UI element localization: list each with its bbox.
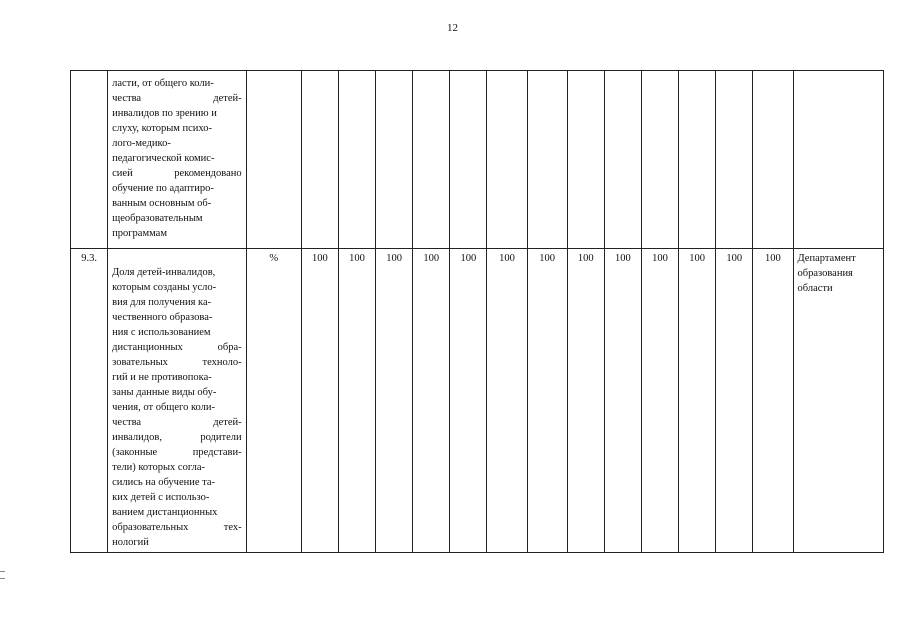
description-line: зовательных техноло- [112, 357, 242, 368]
description-line: инвалидов по зрению и [112, 108, 217, 119]
description-line: Доля детей-инвалидов, [112, 267, 216, 278]
value-cell: 100 [679, 249, 716, 553]
description-line: чения, от общего коли- [112, 402, 216, 413]
description-line: программам [112, 228, 167, 239]
description-line: ких детей с использо- [112, 492, 210, 503]
description-line: ния с использованием [112, 327, 211, 338]
value-cell: 100 [487, 249, 527, 553]
value-cell: 100 [338, 249, 375, 553]
description-line: которым созданы усло- [112, 282, 217, 293]
description-line: обучение по адаптиро- [112, 183, 214, 194]
indicator-description [108, 71, 247, 249]
value-cell: 100 [376, 249, 413, 553]
description-line: сией рекомендовано [112, 168, 242, 179]
description-line: нологий [112, 537, 149, 548]
description-line: чества детей- [112, 93, 242, 104]
value-cell: 100 [567, 249, 604, 553]
unit-cell [246, 71, 301, 249]
responsible-line: образования [797, 268, 853, 279]
description-line: ванным основным об- [112, 198, 212, 209]
description-line: сились на обучение та- [112, 477, 216, 488]
value-cell [450, 71, 487, 249]
value-cell [679, 71, 716, 249]
table-row [71, 71, 884, 249]
value-cell: 100 [450, 249, 487, 553]
description-line: лого-медико- [112, 138, 171, 149]
description-line: слуху, которым психо- [112, 123, 213, 134]
value-cell: 100 [527, 249, 567, 553]
table-row [71, 249, 884, 553]
row-number [71, 71, 108, 249]
responsible-cell [793, 249, 884, 553]
responsible-cell [793, 71, 884, 249]
description-line: ласти, от общего коли- [112, 78, 214, 89]
indicator-description [108, 249, 247, 553]
value-cell [301, 71, 338, 249]
value-cell [487, 71, 527, 249]
description-line: педагогической комис- [112, 153, 215, 164]
value-cell: 100 [604, 249, 641, 553]
value-cell [641, 71, 678, 249]
value-cell [716, 71, 753, 249]
description-line: чественного образова- [112, 312, 213, 323]
description-line: заны данные виды обу- [112, 387, 217, 398]
description-line: чества детей- [112, 417, 242, 428]
value-cell [376, 71, 413, 249]
value-cell: 100 [301, 249, 338, 553]
margin-mark [0, 571, 5, 579]
description-line: инвалидов, родители [112, 432, 242, 443]
value-cell: 100 [413, 249, 450, 553]
value-cell: 100 [641, 249, 678, 553]
description-line: (законные представи- [112, 447, 242, 458]
page-number: 12 [447, 22, 458, 34]
description-line: щеобразовательным [112, 213, 203, 224]
responsible-line: Департамент [797, 253, 856, 264]
description-line: гий и не противопока- [112, 372, 212, 383]
value-cell: 100 [716, 249, 753, 553]
value-cell [527, 71, 567, 249]
row-number: 9.3. [71, 249, 108, 553]
value-cell [338, 71, 375, 249]
description-line: дистанционных обра- [112, 342, 242, 353]
value-cell [413, 71, 450, 249]
value-cell [604, 71, 641, 249]
description-line: ванием дистанционных [112, 507, 218, 518]
unit-cell: % [246, 249, 301, 553]
indicator-table [70, 70, 884, 553]
value-cell [567, 71, 604, 249]
responsible-line: области [797, 283, 833, 294]
description-line: образовательных тех- [112, 522, 242, 533]
description-line: вия для получения ка- [112, 297, 212, 308]
description-line: тели) которых согла- [112, 462, 205, 473]
value-cell [753, 71, 793, 249]
value-cell: 100 [753, 249, 793, 553]
